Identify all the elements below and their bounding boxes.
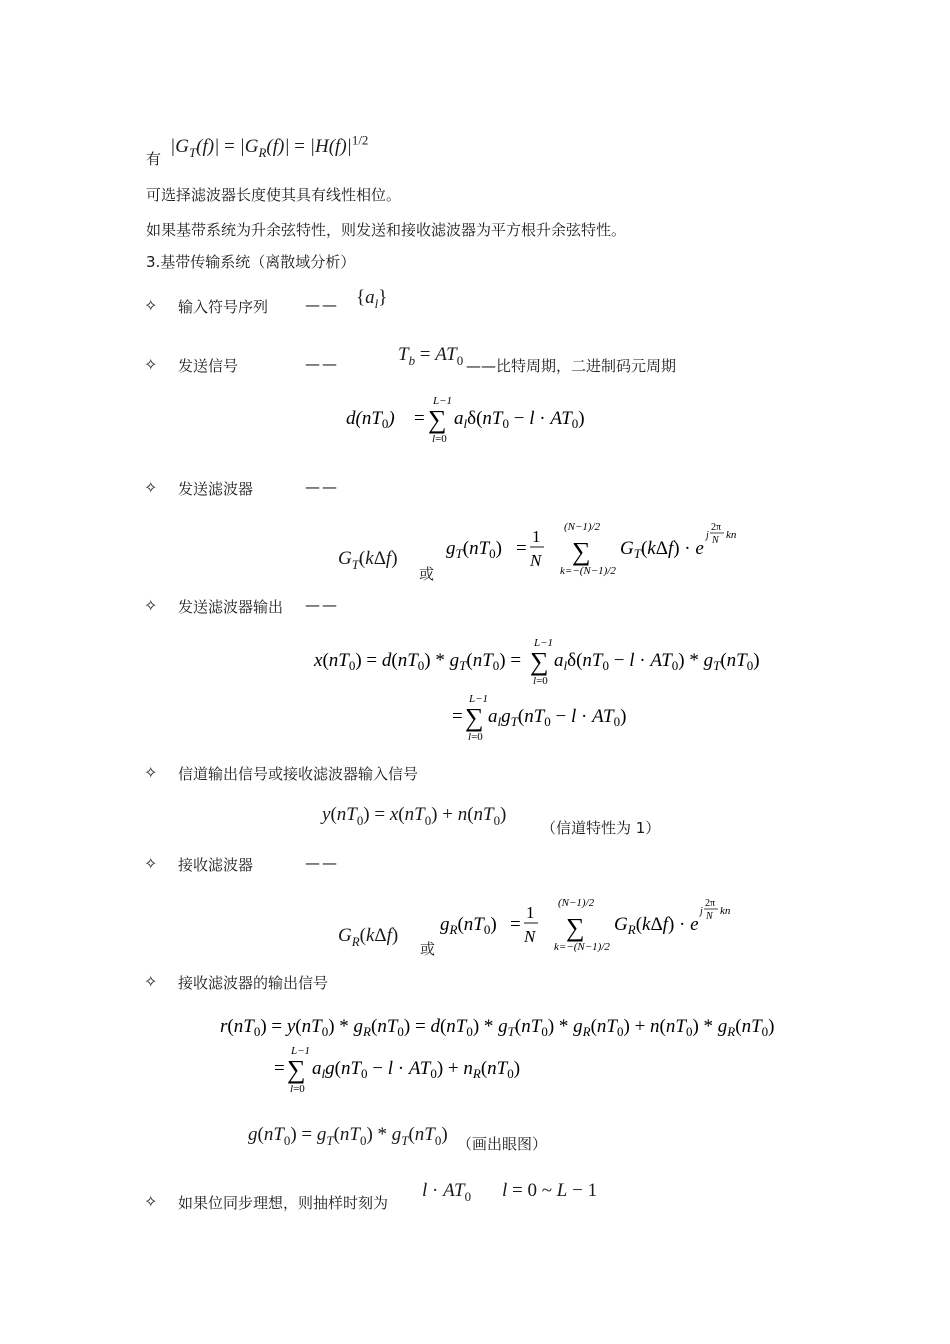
- bullet-icon: ✧: [144, 296, 158, 315]
- formula-sampling-instant: $l \cdot AT_0$: [422, 1180, 472, 1204]
- svg-text:N: N: [706, 911, 713, 922]
- svg-text:2π: 2π: [705, 898, 716, 909]
- svg-text:k=−(N−1)/2: k=−(N−1)/2: [560, 565, 616, 577]
- dash-separator: ——: [305, 854, 339, 872]
- svg-text:gT(nT0): $g_T(nT_0)$: [446, 538, 502, 561]
- svg-text:gR(nT0): $g_R(nT_0)$: [440, 914, 497, 937]
- svg-text:(N−1)/2: (N−1)/2: [564, 521, 601, 533]
- bullet-icon: ✧: [144, 972, 158, 991]
- svg-text:L−1: L−1: [433, 395, 453, 407]
- dash-separator: ——: [305, 355, 339, 373]
- svg-text:1: 1: [526, 903, 535, 922]
- svg-text:l=0: l=0: [468, 731, 483, 743]
- paragraph-linear-phase: 可选择滤波器长度使其具有线性相位。: [146, 186, 402, 204]
- svg-text:x(nT0) = d(nT0) * gT(nT0) =: $x(nT_0) = d(nT_0) * g_T(nT_0)$ =: [314, 650, 522, 673]
- text-or: 或: [419, 565, 435, 583]
- label-send-filter: 发送滤波器: [178, 480, 254, 498]
- label-send-filter-output: 发送滤波器输出: [178, 598, 284, 616]
- note-channel-characteristic: （信道特性为 1）: [541, 819, 661, 837]
- dash-separator: ——: [305, 478, 339, 496]
- formula-gR-idft: [438, 892, 748, 958]
- svg-text:∑: ∑: [530, 647, 549, 676]
- formula-send-signal-sum: [340, 390, 585, 446]
- svg-text:d(nT0): $d(nT_0)$: [346, 408, 395, 431]
- bullet-icon: ✧: [144, 763, 158, 782]
- label-input-sequence: 输入符号序列: [178, 298, 269, 316]
- formula-GR-freq: $G_R(k\Delta f)$: [338, 925, 399, 949]
- svg-text:1: 1: [532, 527, 541, 546]
- svg-text:=: =: [510, 914, 521, 935]
- section-heading-3: 3.基带传输系统（离散域分析）: [146, 253, 356, 271]
- formula-gT-idft: [444, 516, 754, 582]
- svg-text:=: =: [516, 538, 527, 559]
- bullet-icon: ✧: [144, 355, 158, 374]
- paragraph-root-raised-cosine: 如果基带系统为升余弦特性，则发送和接收滤波器为平方根升余弦特性。: [146, 221, 627, 239]
- bullet-icon: ✧: [144, 854, 158, 873]
- svg-text:N: N: [712, 535, 719, 546]
- label-recv-filter-output: 接收滤波器的输出信号: [178, 974, 329, 992]
- svg-text:∑: ∑: [566, 913, 585, 942]
- svg-text:l=0: l=0: [533, 675, 548, 687]
- formula-symbol-sequence: $\{a_l\}$: [356, 287, 388, 311]
- svg-text:=: =: [274, 1058, 285, 1079]
- svg-text:r(nT0) = y(nT0) * gR(nT0) = d(: $r(nT_0) = y(nT_0) * g_R(nT_0) = d(nT_0) * g_T(nT_0) * g_R(nT_0) + n(nT_0) * g_R(nT_0)$: [220, 1016, 775, 1039]
- bullet-icon: ✧: [144, 596, 158, 615]
- svg-text:alδ(nT0 − l · AT0): $a_l\delta(nT_0 - l \cdot AT_0)$: [454, 408, 585, 431]
- svg-text:L−1: L−1: [291, 1045, 311, 1057]
- svg-text:2π: 2π: [711, 522, 722, 533]
- svg-text:l=0: l=0: [432, 433, 447, 445]
- svg-text:j: j: [700, 906, 703, 917]
- label-recv-filter: 接收滤波器: [178, 856, 254, 874]
- bullet-icon: ✧: [144, 1192, 158, 1211]
- formula-send-filter-output: [312, 632, 768, 744]
- svg-text:GR(kΔf) · e: $G_R(k\Delta f) \cdot e$: [614, 914, 699, 937]
- svg-text:kn: kn: [726, 529, 737, 541]
- svg-text:L−1: L−1: [469, 693, 489, 705]
- svg-text:alg(nT0 − l · AT0) + nR(nT0): $a_lg(nT_0 - l \cdot AT_0) + n_R(nT_0)$: [312, 1058, 521, 1081]
- label-send-signal: 发送信号: [178, 357, 239, 375]
- svg-text:j: j: [706, 530, 709, 541]
- bullet-icon: ✧: [144, 478, 158, 497]
- formula-bit-period: $T_b = AT_0$: [398, 344, 464, 368]
- note-bit-period: ——比特周期，二进制码元周期: [466, 357, 677, 375]
- svg-text:N: N: [530, 551, 542, 570]
- formula-sampling-range: l = 0 ~ L − 1: [502, 1180, 598, 1201]
- dash-separator: ——: [305, 296, 339, 314]
- svg-text:kn: kn: [720, 905, 731, 917]
- formula-GT-freq: $G_T(k\Delta f)$: [338, 548, 398, 572]
- svg-text:GT(kΔf) · e: $G_T(k\Delta f) \cdot e$: [620, 538, 704, 561]
- svg-text:=: =: [452, 706, 463, 727]
- formula-overall-response: $g(nT_0) = g_T(nT_0) * g_T(nT_0)$: [248, 1124, 448, 1148]
- svg-text:k=−(N−1)/2: k=−(N−1)/2: [554, 941, 610, 953]
- formula-channel-output: $y(nT_0) = x(nT_0) + n(nT_0)$: [322, 804, 507, 828]
- text-or: 或: [420, 940, 436, 958]
- svg-text:alδ(nT0 − l · AT0) * gT(nT0): $a_l\delta(nT_0 - l \cdot AT_0) * g_T(nT_0)$: [554, 650, 760, 673]
- svg-text:∑: ∑: [465, 703, 484, 732]
- svg-text:∑: ∑: [428, 405, 447, 434]
- prefix-you: 有: [146, 150, 162, 168]
- label-channel-output: 信道输出信号或接收滤波器输入信号: [178, 765, 419, 783]
- svg-text:∑: ∑: [287, 1055, 306, 1084]
- svg-text:∑: ∑: [572, 537, 591, 566]
- svg-text:l=0: l=0: [290, 1083, 305, 1095]
- dash-separator: ——: [305, 596, 339, 614]
- svg-text:algT(nT0 − l · AT0): $a_lg_T(nT_0 - l \cdot AT_0)$: [488, 706, 627, 729]
- note-eye-diagram: （画出眼图）: [457, 1135, 548, 1153]
- svg-text:(N−1)/2: (N−1)/2: [558, 897, 595, 909]
- formula-recv-filter-output: [218, 1008, 792, 1098]
- label-sync-ideal: 如果位同步理想，则抽样时刻为: [178, 1194, 389, 1212]
- svg-text:=: =: [414, 408, 425, 429]
- svg-text:N: N: [524, 927, 536, 946]
- svg-text:L−1: L−1: [534, 637, 554, 649]
- formula-magnitude-relation: $|G_T(f)| = |G_R(f)| = |H(f)|^{1/2}$: [170, 132, 369, 160]
